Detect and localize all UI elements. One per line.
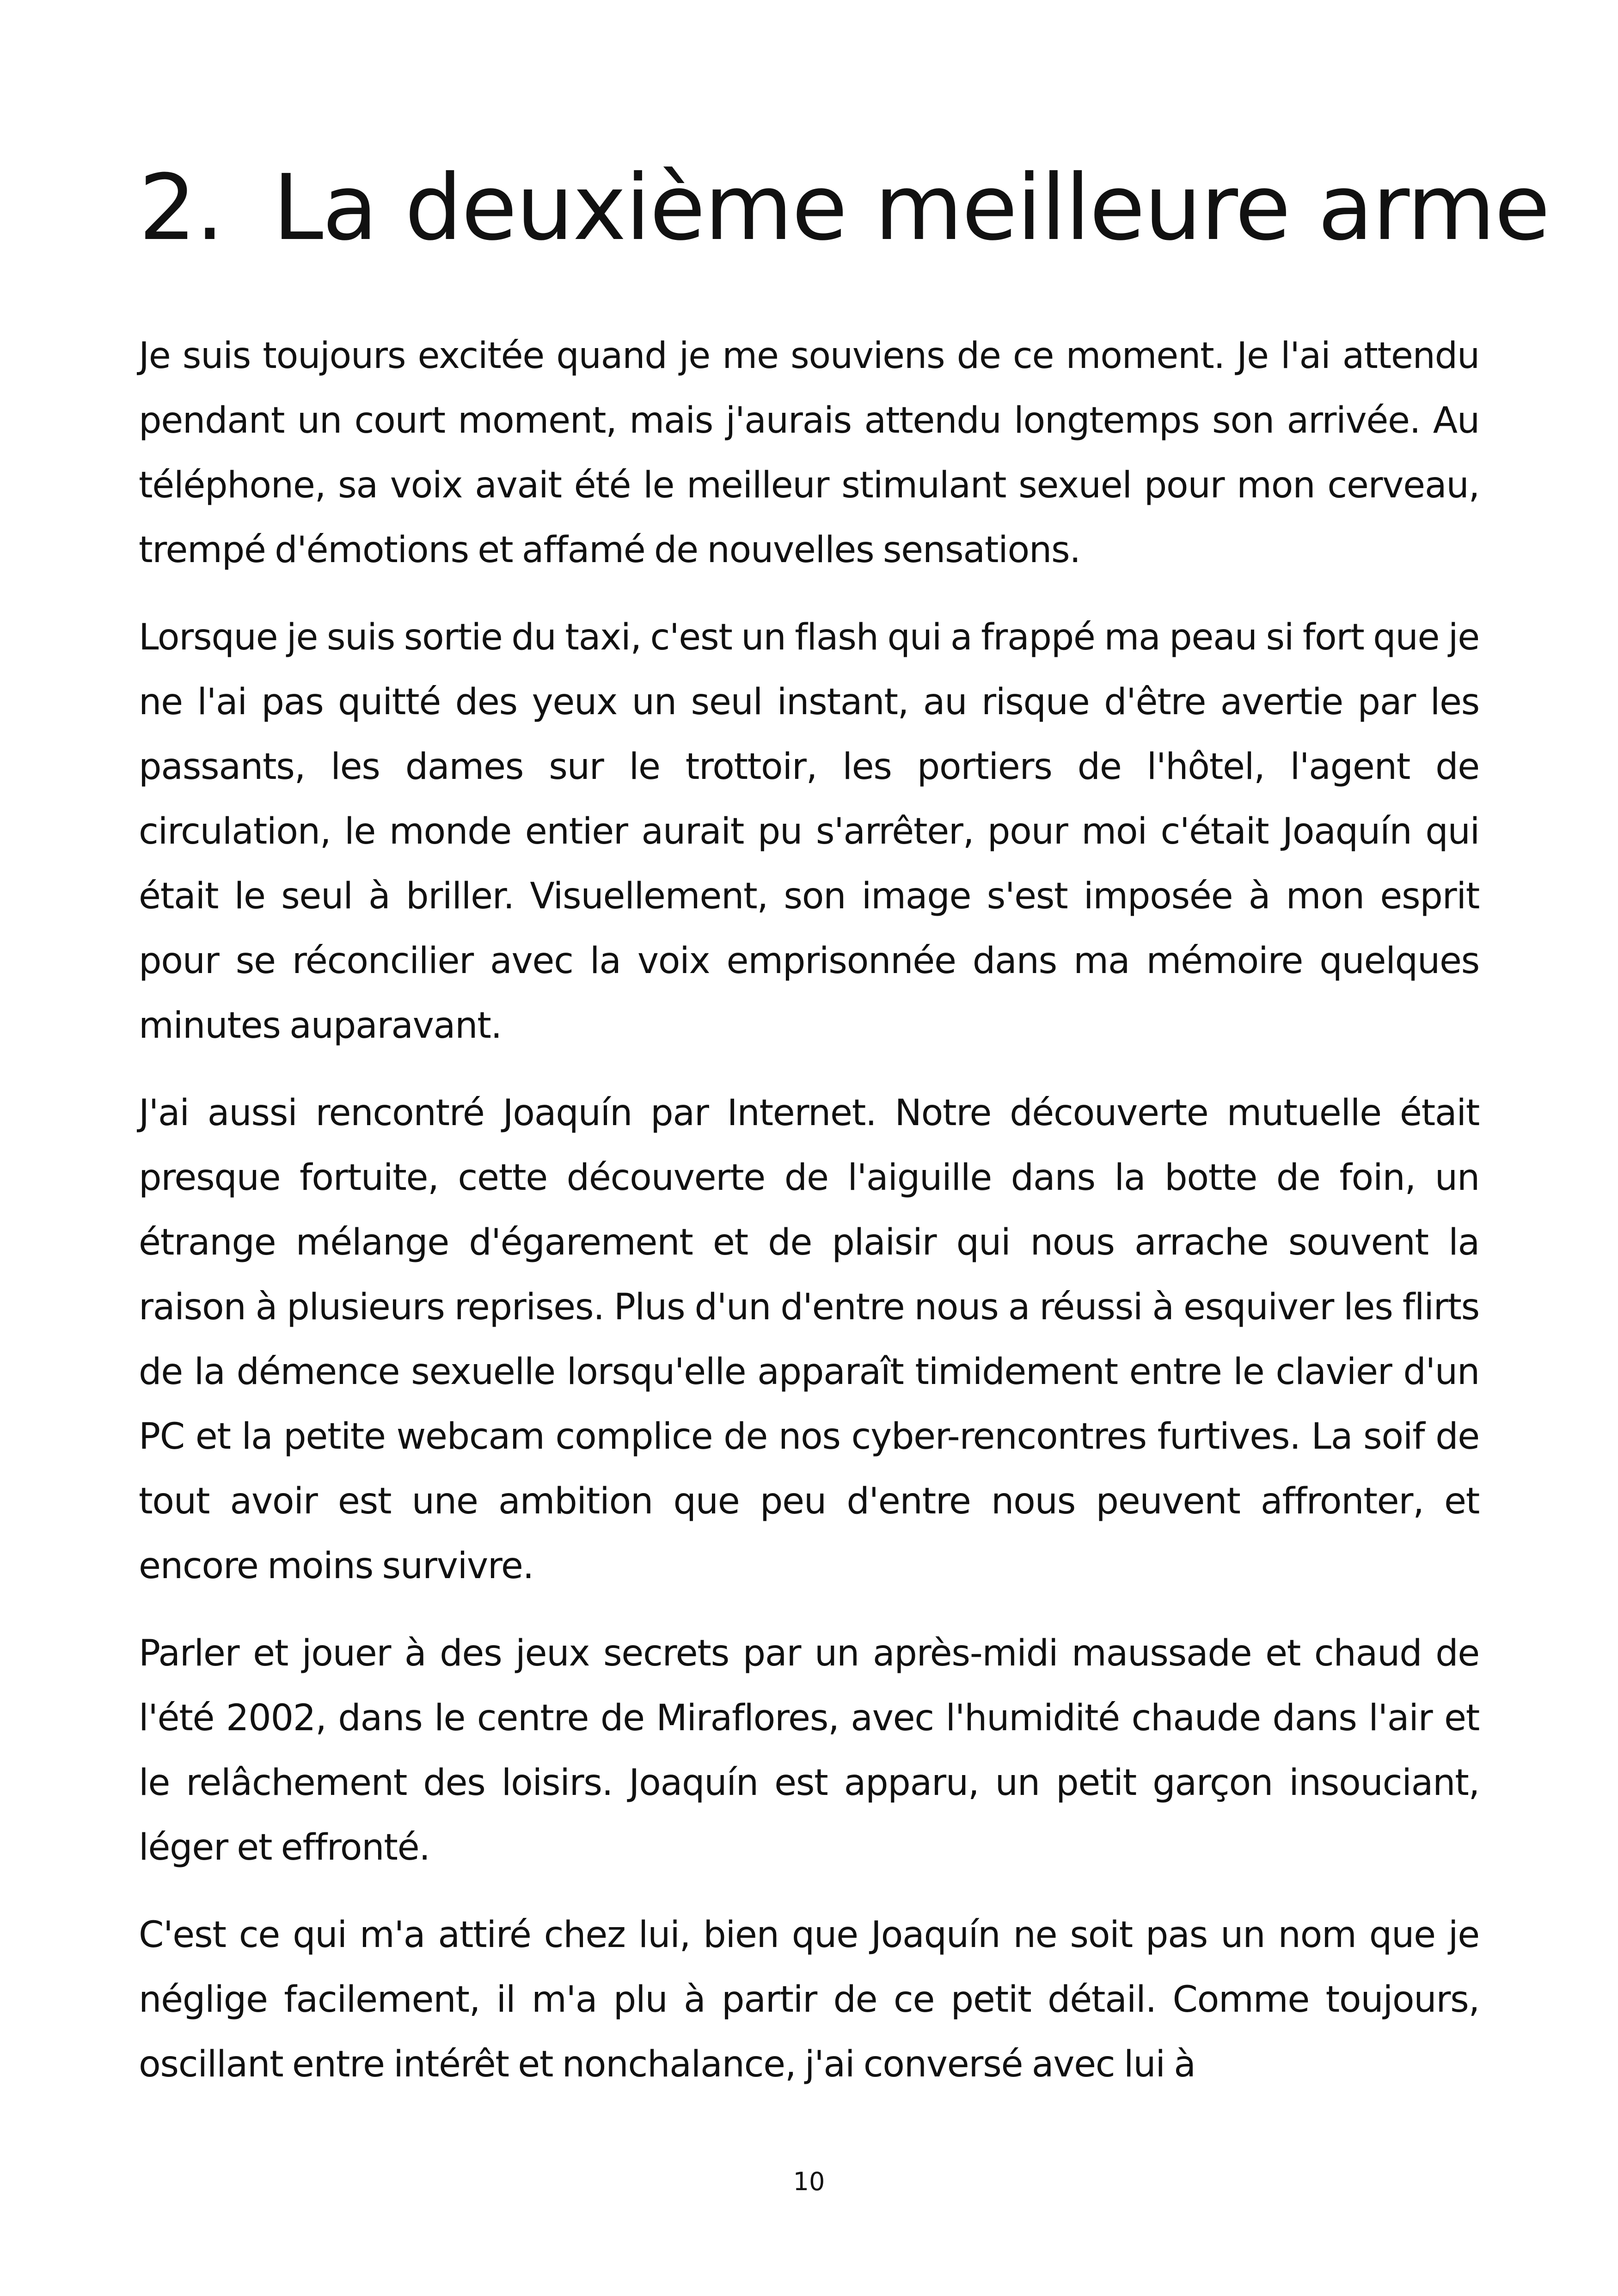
chapter-number: 2. bbox=[139, 155, 224, 261]
paragraph-5: C'est ce qui m'a attiré chez lui, bien que Joaquín ne soit pas un nom que je néglige facilement, il m'a plu à partir de ce petit détail. Comme toujours, oscillant entre intérêt et nonchalance, j'ai conversé avec lui à bbox=[139, 1914, 1479, 2085]
paragraph-1: Je suis toujours excitée quand je me souviens de ce moment. Je l'ai attendu pendant un court moment, mais j'aurais attendu longtemps son arrivée. Au téléphone, sa voix avait été le meilleur stimulant sexuel pour mon cerveau, trempé d'émotions et affamé de nouvelles sensations. bbox=[139, 335, 1479, 571]
body-text bbox=[139, 324, 1479, 2119]
paragraph-3: J'ai aussi rencontré Joaquín par Internet. Notre découverte mutuelle était presque fortuite, cette découverte de l'aiguille dans la botte de foin, un étrange mélange d'égarement et de plaisir qui nous arrache souvent la raison à plusieurs reprises. Plus d'un d'entre nous a réussi à esquiver les flirts de la démence sexuelle lorsqu'elle apparaît timidement entre le clavier d'un PC et la petite webcam complice de nos cyber-rencontres furtives. La soif de tout avoir est une ambition que peu d'entre nous peuvent affronter, et encore moins survivre. bbox=[139, 1092, 1479, 1587]
page-number: 10 bbox=[793, 2167, 825, 2196]
paragraph-4: Parler et jouer à des jeux secrets par un après-midi maussade et chaud de l'été 2002, dans le centre de Miraflores, avec l'humidité chaude dans l'air et le relâchement des loisirs. Joaquín est apparu, un petit garçon insouciant, léger et effronté. bbox=[139, 1633, 1479, 1868]
paragraph-2: Lorsque je suis sortie du taxi, c'est un flash qui a frappé ma peau si fort que je ne l'ai pas quitté des yeux un seul instant, au risque d'être avertie par les passants, les dames sur le trottoir, les portiers de l'hôtel, l'agent de circulation, le monde entier aurait pu s'arrêter, pour moi c'était Joaquín qui était le seul à briller. Visuellement, son image s'est imposée à mon esprit pour se réconcilier avec la voix emprisonnée dans ma mémoire quelques minutes auparavant. bbox=[139, 617, 1479, 1047]
chapter-title: La deuxième meilleure arme bbox=[273, 155, 1550, 261]
chapter-heading bbox=[139, 153, 1550, 263]
